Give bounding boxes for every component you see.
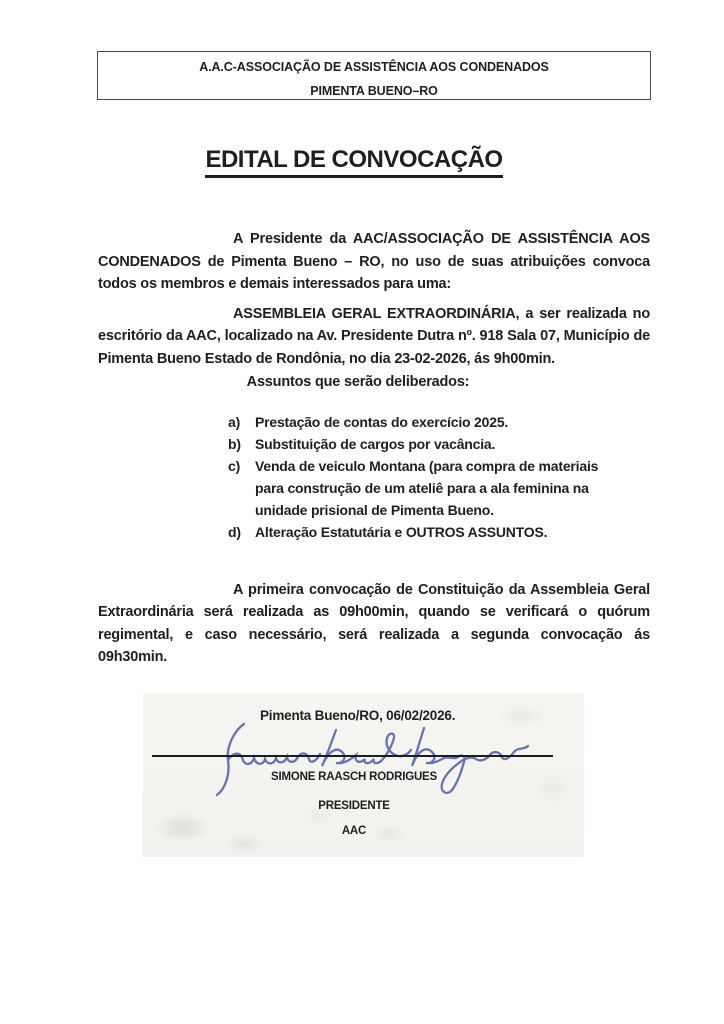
- handwritten-signature: [208, 714, 558, 802]
- agenda-item-text: Venda de veiculo Montana (para compra de materiais para construção de um ateliê para a ala feminina na unidade prisional de Pimenta Bueno.: [255, 457, 599, 518]
- agenda-item: [98, 455, 650, 521]
- title-wrap: [97, 146, 651, 178]
- assembly-paragraph: ASSEMBLEIA GERAL EXTRAORDINÁRIA, a ser realizada no escritório da AAC, localizado na Av. Presidente Dutra nº. 918 Sala 07, Município de Pimenta Bueno Estado de Rondônia, no dia 23-02-2026, ás 9h00min.: [98, 305, 650, 367]
- document-body: [98, 228, 650, 669]
- org-location: PIMENTA BUENO–RO: [310, 84, 438, 98]
- agenda-item-text: Substituição de cargos por vacância.: [255, 435, 496, 452]
- signatory-role: PRESIDENTE: [318, 800, 390, 812]
- agenda-list: [98, 411, 650, 543]
- document-title: EDITAL DE CONVOCAÇÃO: [205, 146, 502, 178]
- letterhead-box: [97, 51, 651, 100]
- intro-paragraph: A Presidente da AAC/ASSOCIAÇÃO DE ASSISTÊNCIA AOS CONDENADOS de Pimenta Bueno – RO, no uso de suas atribuições convoca todos os membros e demais interessados para uma:: [98, 231, 650, 292]
- signature-scan-region: [143, 693, 584, 857]
- org-name: A.A.C-ASSOCIAÇÃO DE ASSISTÊNCIA AOS CONDENADOS: [199, 60, 549, 74]
- signatory-name: SIMONE RAASCH RODRIGUES: [271, 771, 437, 783]
- closing-paragraph: A primeira convocação de Constituição da Assembleia Geral Extraordinária será realizada as 09h00min, quando se verificará o quórum regimental, e caso necessário, será realizada a segunda convocação ás 09h30min.: [98, 581, 650, 665]
- agenda-item: [98, 411, 650, 433]
- agenda-item-text: Prestação de contas do exercício 2025.: [255, 413, 509, 430]
- agenda-item-marker: a): [228, 413, 241, 430]
- agenda-item-marker: b): [228, 435, 241, 452]
- signature-line: [152, 755, 553, 757]
- signatory-org: AAC: [341, 825, 367, 837]
- signature-date: Pimenta Bueno/RO, 06/02/2026.: [260, 708, 456, 723]
- agenda-heading: Assuntos que serão deliberados:: [246, 374, 470, 390]
- agenda-item: [98, 433, 650, 455]
- agenda-item-text: Alteração Estatutária e OUTROS ASSUNTOS.: [255, 523, 548, 540]
- agenda-item-marker: d): [228, 523, 241, 540]
- agenda-item: [98, 521, 650, 543]
- agenda-item-marker: c): [228, 457, 241, 474]
